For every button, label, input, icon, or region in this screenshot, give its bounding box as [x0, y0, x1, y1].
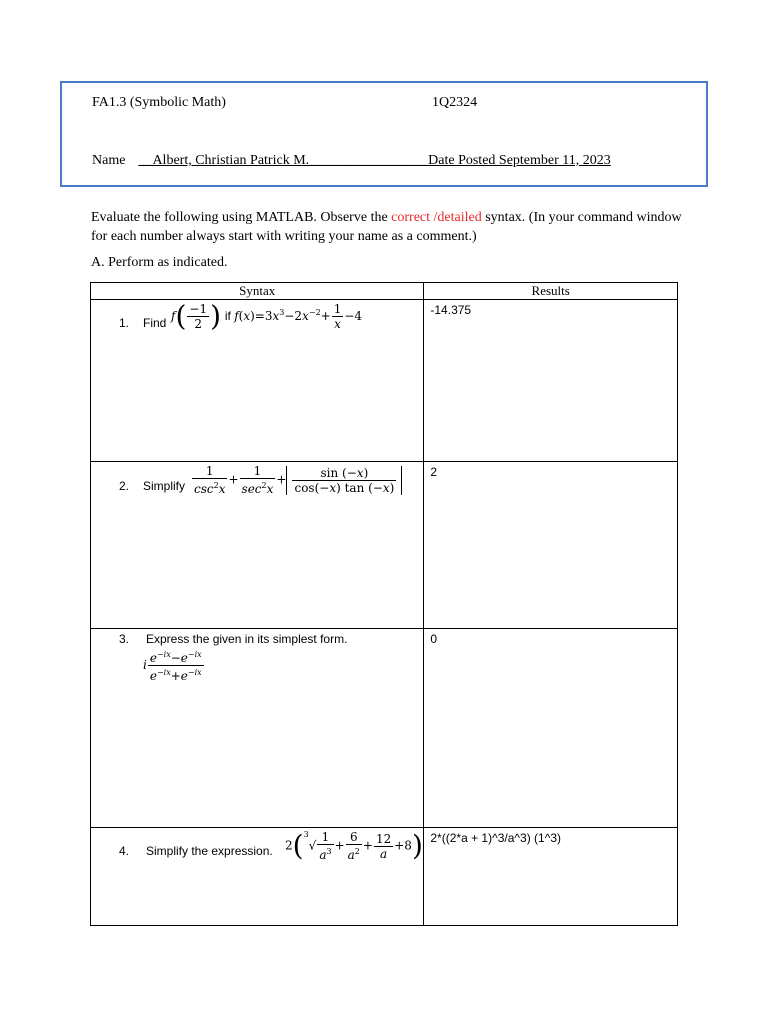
result-value: 0 [430, 632, 438, 646]
item-number: 3. [119, 632, 130, 646]
result-value: 2 [430, 465, 438, 479]
name-row [92, 153, 611, 169]
item-label: Simplify [143, 479, 186, 493]
instructions [91, 208, 691, 246]
results-header: Results [424, 283, 678, 300]
syntax-header: Syntax [91, 283, 424, 300]
result-cell [424, 828, 678, 926]
task-table [90, 282, 678, 926]
item-label: Simplify the expression. [146, 844, 273, 858]
table-row [91, 828, 678, 926]
item-number: 1. [119, 316, 130, 330]
syntax-cell [91, 462, 424, 629]
result-value: 2*((2*a + 1)^3/a^3) (1^3) [430, 831, 562, 845]
formula-2: $\frac{1}{\csc^2x}$ + $\frac{1}{\sec^2x}$ + $\frac{\sin (-x)}{\cos(-x) \tan (-x)}$ [191, 464, 402, 496]
result-cell [424, 462, 678, 629]
name-label: Name [92, 153, 126, 168]
header-box [60, 81, 708, 187]
section-heading: A. Perform as indicated. [91, 255, 228, 270]
syntax-cell [91, 828, 424, 926]
instructions-text: Evaluate the following using MATLAB. Observe the [91, 210, 392, 225]
instructions-highlight: correct /detailed [391, 210, 482, 225]
result-cell [424, 300, 678, 462]
date-posted: Date Posted September 11, 2023 [428, 153, 611, 168]
table-row [91, 629, 678, 828]
formula-4: 2($^3$√ $\frac{1}{a^3}$ + $\frac{6}{a^2}$ + $\frac{12}{a}$ +8) [285, 829, 423, 862]
assignment-title: FA1.3 (Symbolic Math) [92, 95, 226, 110]
course-code: 1Q2324 [432, 95, 478, 110]
student-name: __Albert, Christian Patrick M._________________ [138, 153, 429, 168]
result-value: -14.375 [430, 303, 472, 317]
table-header-row [91, 283, 678, 300]
item-label: Find [143, 316, 167, 330]
item-number: 4. [119, 844, 130, 858]
item-number: 2. [119, 479, 130, 493]
result-cell [424, 629, 678, 828]
formula-3: i $\frac{e^{-ix}-e^{-ix}}{e^{-ix}+e^{-ix}}$ [143, 650, 202, 683]
instructions-text-2: syntax. (In your command window for each number always start with writing your name as a comment.) [91, 210, 682, 244]
syntax-cell [91, 629, 424, 828]
item-label: Express the given in its simplest form. [146, 632, 348, 646]
table-row [91, 300, 678, 462]
formula-1: f( $\frac{-1}{2}$ ) if $f(x)=3x^3-2x^{-2}+$ $\frac{1}{x}$ −4 [171, 299, 363, 333]
table-row [91, 462, 678, 629]
syntax-cell [91, 300, 424, 462]
